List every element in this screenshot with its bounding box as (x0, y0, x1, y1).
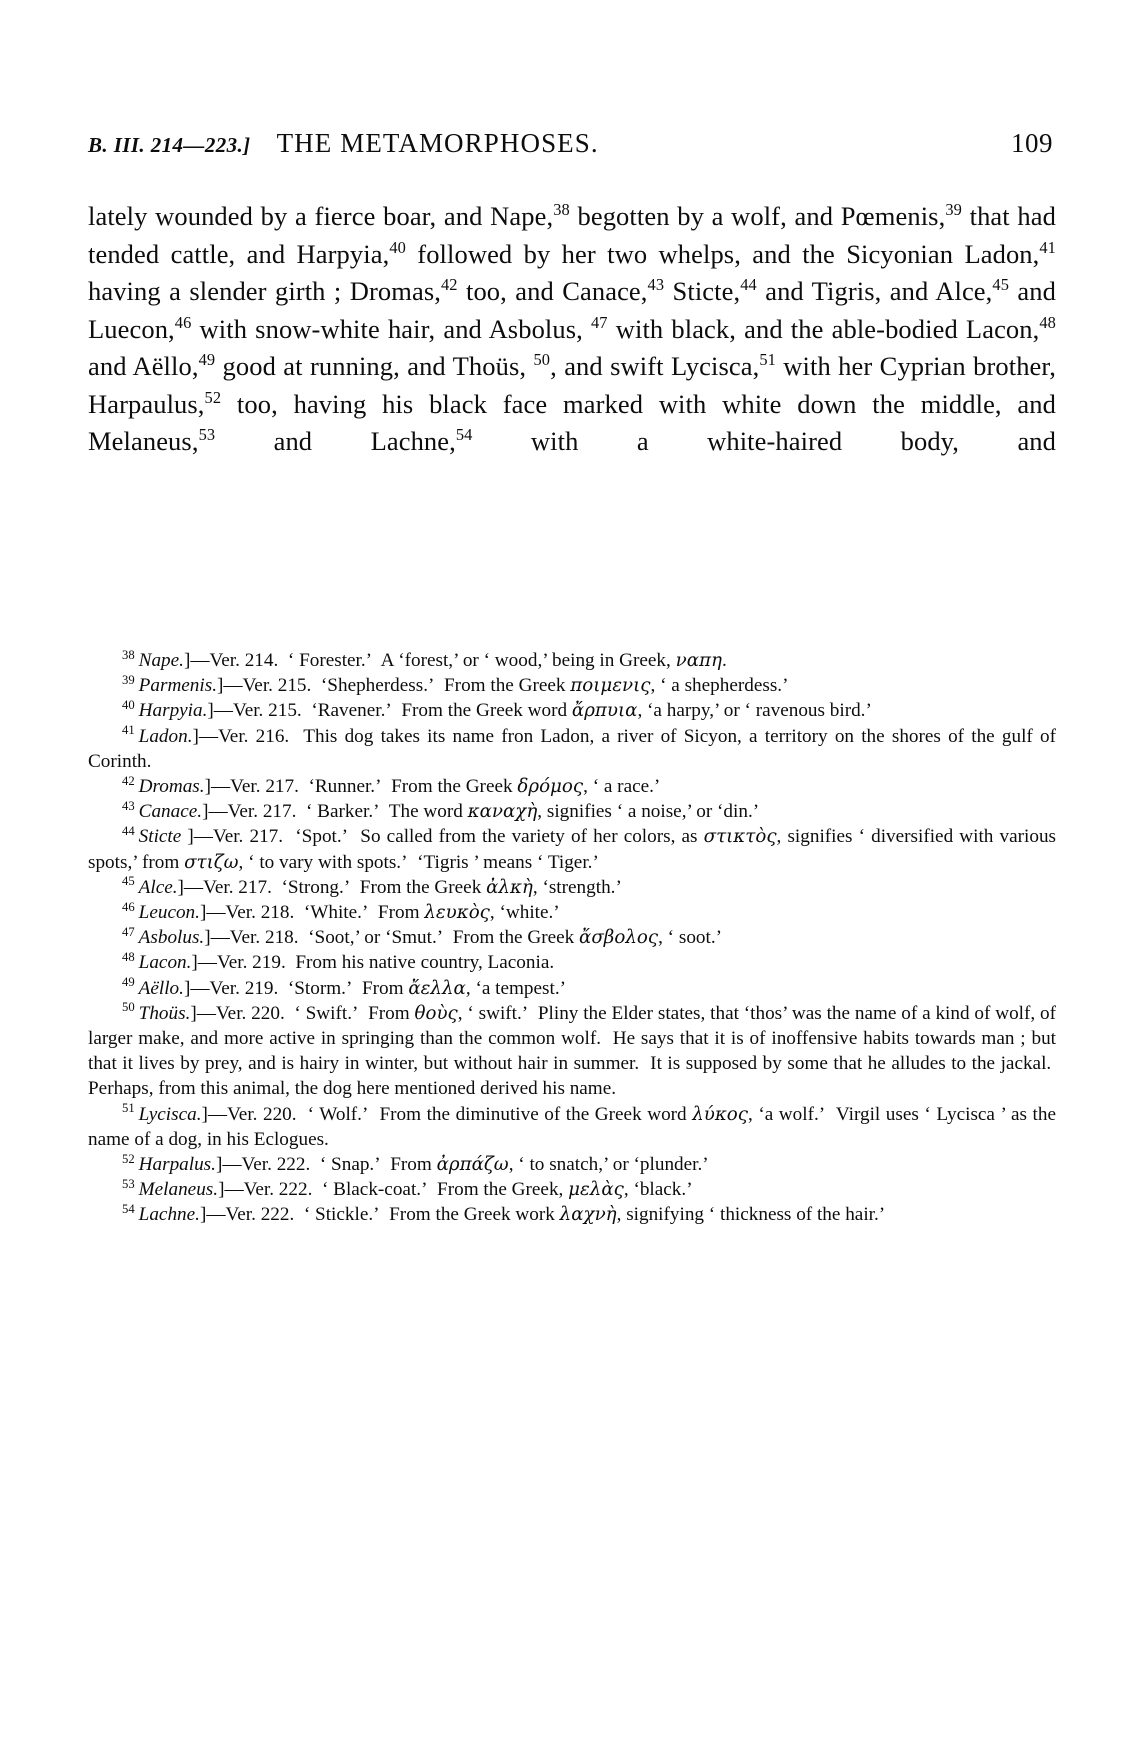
footnote-number: 49 (122, 975, 135, 990)
footnote-text: Thoüs.]—Ver. 220. ‘ Swift.’ From θοὺς, ‘ swift.’ Pliny the Elder states, that ‘thos’ was the name of a kind of wolf, of larger make, and more active in springing than the common wolf. He says that it is of inoffensive habits towards man ; but that it lives by prey, and is hairy in winter, but without hair in summer. It is supposed by some that he alludes to the jackal. Perhaps, from this animal, the dog here mentioned derived his name. (88, 1002, 1056, 1100)
footnote-text: Dromas.]—Ver. 217. ‘Runner.’ From the Greek δρóμος, ‘ a race.’ (138, 776, 661, 798)
footnote-text: Canace.]—Ver. 217. ‘ Barker.’ The word καναχὴ, signifies ‘ a noise,’ or ‘din.’ (138, 801, 760, 823)
footnote-text: Harpyia.]—Ver. 215. ‘Ravener.’ From the Greek word ἄρπυια, ‘a harpy,’ or ‘ ravenous bird.’ (138, 700, 872, 722)
footnote (88, 724, 1056, 774)
footnote (88, 1001, 1056, 1102)
footnote-number: 46 (122, 899, 135, 914)
footnote (88, 1102, 1056, 1152)
footnote (88, 950, 1056, 975)
footnote-text: Leucon.]—Ver. 218. ‘White.’ From λευκὸς, ‘white.’ (138, 902, 560, 924)
footnote-number: 39 (122, 672, 135, 687)
footnote (88, 774, 1056, 799)
footnote-text: Alce.]—Ver. 217. ‘Strong.’ From the Greek ἀλκὴ, ‘strength.’ (138, 876, 622, 898)
footnote-number: 41 (122, 723, 135, 738)
footnote-text: Nape.]—Ver. 214. ‘ Forester.’ A ‘forest,’ or ‘ wood,’ being in Greek, ναπη. (138, 650, 727, 671)
page-number: 109 (1011, 128, 1053, 158)
footnote-text: Parmenis.]—Ver. 215. ‘Shepherdess.’ From the Greek ποιμενις, ‘ a shepherdess.’ (138, 675, 789, 697)
footnote-text: Lycisca.]—Ver. 220. ‘ Wolf.’ From the diminutive of the Greek word λύκος, ‘a wolf.’ Virgil uses ‘ Lycisca ’ as the name of a dog, in his Eclogues. (88, 1103, 1056, 1150)
running-head (88, 128, 1053, 159)
footnote-number: 44 (122, 824, 135, 839)
footnote-text: Lachne.]—Ver. 222. ‘ Stickle.’ From the Greek work λαχνὴ, signifying ‘ thickness of the hair.’ (138, 1204, 886, 1226)
footnote (88, 1152, 1056, 1177)
footnote (88, 875, 1056, 900)
body-paragraph: lately wounded by a fierce boar, and Nape,$^{38}$ begotten by a wolf, and Pœmenis,$^{39}$ that had tended cattle, and Harpyia,$^{40}$ followed by her two whelps, and the Sicyonian Ladon,$^{41}$ having a slender girth ; Dromas,$^{42}$ too, and Canace,$^{43}$ Sticte,$^{44}$ and Tigris, and Alce,$^{45}$ and Luecon,$^{46}$ with snow-white hair, and Asbolus, $^{47}$ with black, and the able-bodied Lacon,$^{48}$ and Aëllo,$^{49}$ good at running, and Thoüs, $^{50}$, and swift Lycisca,$^{51}$ with her Cyprian brother, Harpaulus,$^{52}$ too, having his black face marked with white down the middle, and Melaneus,$^{53}$ and Lachne,$^{54}$ with a white-haired body, and (88, 200, 1057, 456)
footnote (88, 976, 1056, 1001)
footnote (88, 1177, 1056, 1202)
footnote-number: 45 (122, 874, 135, 889)
footnote-number: 52 (122, 1151, 135, 1166)
footnote (88, 900, 1056, 925)
footnote (88, 1202, 1056, 1227)
main-text-block (88, 198, 1056, 461)
footnote-number: 48 (122, 950, 135, 965)
footnote-number: 54 (122, 1202, 135, 1217)
footnote-text: Aëllo.]—Ver. 219. ‘Storm.’ From ἄελλα, ‘a tempest.’ (138, 977, 567, 999)
footnote-number: 50 (122, 1000, 135, 1015)
footnote (88, 799, 1056, 824)
footnotes-block (88, 648, 1056, 1228)
footnote (88, 673, 1056, 698)
footnote-text: Melaneus.]—Ver. 222. ‘ Black-coat.’ From the Greek, μελὰς, ‘black.’ (138, 1179, 693, 1201)
footnote (88, 698, 1056, 723)
footnote (88, 824, 1056, 874)
footnote-text: Lacon.]—Ver. 219. From his native country, Laconia. (138, 952, 555, 974)
footnote (88, 925, 1056, 950)
footnote-number: 47 (122, 924, 135, 939)
footnote-number: 53 (122, 1176, 135, 1191)
footnote-number: 51 (122, 1101, 135, 1116)
page-title: THE METAMORPHOSES. (276, 128, 599, 158)
footnote-text: Asbolus.]—Ver. 218. ‘Soot,’ or ‘Smut.’ From the Greek ἄσβολος, ‘ soot.’ (138, 927, 723, 949)
footnote-number: 38 (122, 647, 135, 662)
footnote (88, 648, 1056, 673)
footnote-number: 42 (122, 773, 135, 788)
book-reference-text: B. III. 214—223.] (88, 133, 251, 157)
footnote-text: Harpalus.]—Ver. 222. ‘ Snap.’ From ἀρπάζω, ‘ to snatch,’ or ‘plunder.’ (138, 1154, 709, 1176)
footnote-number: 43 (122, 798, 135, 813)
footnote-text: Sticte ]—Ver. 217. ‘Spot.’ So called from the variety of her colors, as στικτὸς, signifies ‘ diversified with various spots,’ from στιζω, ‘ to vary with spots.’ ‘Tigris ’ means ‘ Tiger.’ (88, 826, 1057, 873)
book-verse-reference (88, 133, 251, 158)
footnote-text: Ladon.]—Ver. 216. This dog takes its name fron Ladon, a river of Sicyon, a territory on the shores of the gulf of Corinth. (88, 725, 1056, 772)
footnote-number: 40 (122, 698, 135, 713)
